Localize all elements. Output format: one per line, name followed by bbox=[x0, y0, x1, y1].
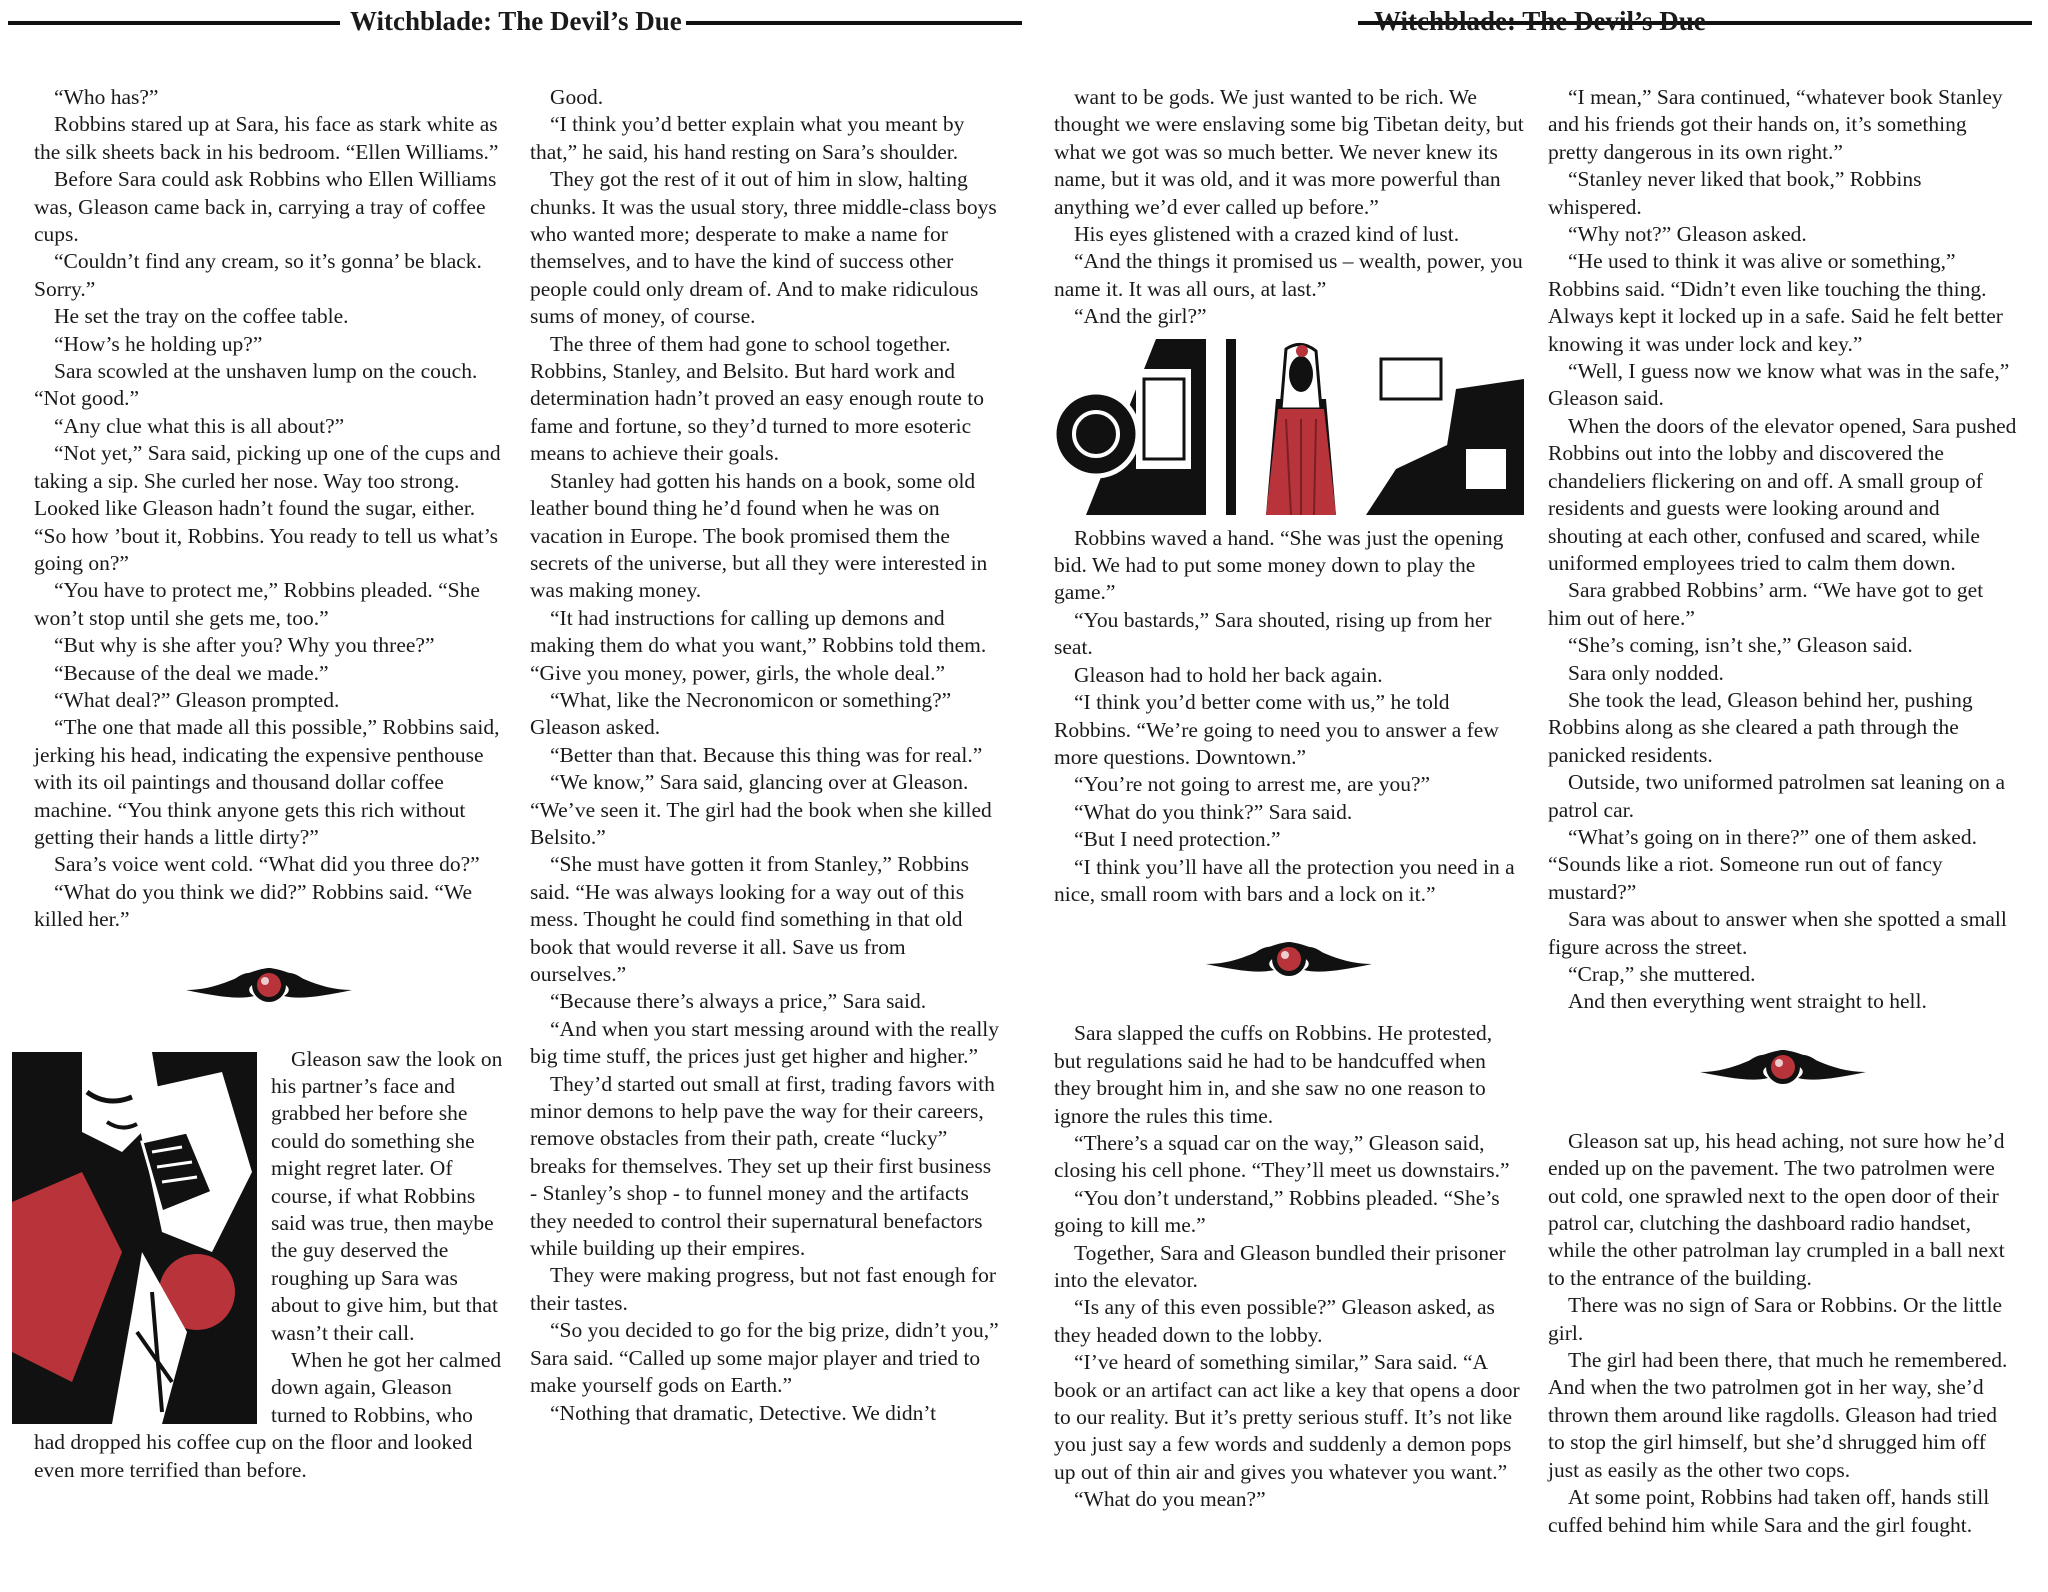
paragraph: “Better than that. Because this thing was for real.” bbox=[550, 742, 983, 767]
paragraph: “What, like the Necronomicon or something?” Gleason asked. bbox=[530, 687, 952, 740]
paragraph: Gleason had to hold her back again. bbox=[1074, 662, 1383, 687]
paragraph: “You’re not going to arrest me, are you?” bbox=[1074, 772, 1431, 797]
paragraph: “It had instructions for calling up demons and making them do what you want,” Robbins told them. “Give you money, power, girls, the whole deal.” bbox=[530, 605, 987, 685]
paragraph: “Who has?” bbox=[54, 85, 159, 109]
paragraph: “So you decided to go for the big prize, didn’t you,” Sara said. “Called up some major player and tried to make yourself gods on Earth.” bbox=[530, 1318, 999, 1398]
paragraph: Good. bbox=[550, 85, 604, 109]
paragraph: “Why not?” Gleason asked. bbox=[1568, 222, 1807, 247]
paragraph: “You have to protect me,” Robbins pleaded. “She won’t stop until she gets me, too.” bbox=[34, 578, 480, 630]
paragraph: They’d started out small at first, trading favors with minor demons to help pave the way for their careers, remove obstacles from their path, create “lucky” breaks for themselves. They set up their first business - Stanley’s shop - to funnel money and the artifacts they needed to control their supernatural benefactors while building up their empires. bbox=[530, 1071, 995, 1261]
paragraph: The three of them had gone to school together. Robbins, Stanley, and Belsito. But hard work and determination hadn’t proved an easy enough route to fame and fortune, so they’d turned to more esoteric means to achieve their goals. bbox=[530, 331, 984, 466]
header-left bbox=[0, 4, 1022, 44]
paragraph: Stanley had gotten his hands on a book, some old leather bound thing he’d found when he was on vacation in Europe. The book promised them the secrets of the universe, but all they were interested in was making money. bbox=[530, 468, 988, 603]
running-title-left: Witchblade: The Devil’s Due bbox=[350, 6, 682, 36]
paragraph: want to be gods. We just wanted to be rich. We thought we were enslaving some big Tibetan deity, but what we got was so much better. We never knew its name, but it was old, and it was more powerful than anything we’d ever called up before.” bbox=[1054, 85, 1524, 219]
paragraph: Sara slapped the cuffs on Robbins. He protested, but regulations said he had to be handcuffed when they brought him in, and she saw no one reason to ignore the rules this time. bbox=[1054, 1021, 1493, 1128]
column-4 bbox=[1548, 84, 2018, 1539]
header-rule bbox=[1712, 21, 2032, 25]
paragraph: “There’s a squad car on the way,” Gleason said, closing his cell phone. “They’ll meet us downstairs.” bbox=[1054, 1130, 1510, 1183]
illustration-witchblade-gauntlet bbox=[12, 1052, 257, 1424]
paragraph: “I think you’d better explain what you meant by that,” he said, his hand resting on Sara’s shoulder. bbox=[530, 112, 965, 164]
paragraph: “I’ve heard of something similar,” Sara said. “A book or an artifact can act like a key that opens a door to our reality. But it’s pretty serious stuff. It’s not like you just say a few words and suddenly a demon pops up out of thin air and gives you whatever you want.” bbox=[1054, 1350, 1520, 1484]
paragraph: “What deal?” Gleason prompted. bbox=[54, 687, 340, 712]
paragraph: When he got her calmed down again, Gleason turned to Robbins, who had dropped his coffee cup on the floor and looked even more terrified than before. bbox=[34, 1348, 502, 1482]
paragraph: Robbins stared up at Sara, his face as stark white as the silk sheets back in his bedroom. “Ellen Williams.” bbox=[34, 112, 499, 164]
paragraph: “You bastards,” Sara shouted, rising up from her seat. bbox=[1054, 607, 1492, 660]
illustration-girl-in-red-dress bbox=[1036, 339, 1524, 515]
paragraph: “I think you’d better come with us,” he told Robbins. “We’re going to need you to answer a few more questions. Downtown.” bbox=[1054, 690, 1499, 769]
paragraph: “But why is she after you? Why you three?” bbox=[54, 633, 435, 658]
paragraph: His eyes glistened with a crazed kind of lust. bbox=[1074, 222, 1460, 247]
paragraph: Together, Sara and Gleason bundled their prisoner into the elevator. bbox=[1054, 1240, 1506, 1292]
paragraph: “I mean,” Sara continued, “whatever book Stanley and his friends got their hands on, it’s something pretty dangerous in its own right.” bbox=[1548, 85, 2003, 164]
paragraph: Sara grabbed Robbins’ arm. “We have got to get him out of here.” bbox=[1548, 578, 1984, 630]
paragraph: “Not yet,” Sara said, picking up one of the cups and taking a sip. She curled her nose. Way too strong. Looked like Gleason hadn’t found the sugar, either. “So how ’bout it, Robbins. You ready to tell us what’s going on?” bbox=[34, 441, 501, 575]
paragraph: And then everything went straight to hell. bbox=[1568, 989, 1927, 1014]
paragraph: Gleason saw the look on his partner’s face and grabbed her before she could do something she might regret later. Of course, if what Robbins said was true, then maybe the guy deserved the roughing up Sara was about to give him, but that wasn’t their call. bbox=[271, 1046, 503, 1345]
paragraph: The girl had been there, that much he remembered. And when the two patrolmen got in her way, she’d thrown them around like ragdolls. Gleason had tried to stop the girl himself, but she’d shrugged him off just as easily as the other two cops. bbox=[1548, 1348, 2008, 1482]
paragraph: “The one that made all this possible,” Robbins said, jerking his head, indicating the expensive penthouse with its oil paintings and thousand dollar coffee machine. “You think anyone gets this rich without getting their hands a little dirty?” bbox=[34, 715, 500, 849]
paragraph: “Couldn’t find any cream, so it’s gonna’ be black. Sorry.” bbox=[34, 249, 482, 301]
paragraph: “You don’t understand,” Robbins pleaded. “She’s going to kill me.” bbox=[1054, 1185, 1500, 1238]
header-rule bbox=[8, 21, 340, 25]
paragraph: “Well, I guess now we know what was in the safe,” Gleason said. bbox=[1548, 359, 2010, 411]
paragraph: They got the rest of it out of him in slow, halting chunks. It was the usual story, three middle-class boys who wanted more; desperate to make a name for themselves, and to have the kind of success other people could only dream of. And to make ridiculous sums of money, of course. bbox=[530, 167, 997, 329]
paragraph: “Because there’s always a price,” Sara said. bbox=[550, 989, 927, 1014]
paragraph: Sara scowled at the unshaven lump on the couch. “Not good.” bbox=[34, 359, 478, 411]
paragraph: He set the tray on the coffee table. bbox=[54, 304, 349, 329]
paragraph: “But I need protection.” bbox=[1074, 827, 1281, 852]
section-break-ornament-icon bbox=[1204, 934, 1374, 984]
header-right bbox=[1022, 4, 2048, 44]
paragraph: Robbins waved a hand. “She was just the opening bid. We had to put some money down to play the game.” bbox=[1054, 525, 1504, 605]
paragraph: “What do you think we did?” Robbins said. “We killed her.” bbox=[34, 879, 473, 932]
paragraph: “I think you’ll have all the protection you need in a nice, small room with bars and a lock on it.” bbox=[1054, 854, 1515, 906]
paragraph: Gleason sat up, his head aching, not sure how he’d ended up on the pavement. The two patrolmen were out cold, one sprawled next to the open door of their patrol car, clutching the dashboard radio handset, while the other patrolman lay crumpled in a ball next to the entrance of the building. bbox=[1548, 1128, 2005, 1290]
header-rule bbox=[686, 21, 1022, 25]
section-break-ornament-icon bbox=[1698, 1042, 1868, 1092]
paragraph: “Any clue what this is all about?” bbox=[54, 413, 345, 438]
paragraph: Before Sara could ask Robbins who Ellen Williams was, Gleason came back in, carrying a tray of coffee cups. bbox=[34, 167, 497, 247]
paragraph: Sara only nodded. bbox=[1568, 660, 1724, 685]
paragraph: They were making progress, but not fast enough for their tastes. bbox=[530, 1263, 997, 1315]
paragraph: “He used to think it was alive or something,” Robbins said. “Didn’t even like touching the thing. Always kept it locked up in a safe. Said he felt better knowing it was under lock and key.” bbox=[1548, 249, 2003, 356]
paragraph: “And the things it promised us – wealth, power, you name it. It was all ours, at last.” bbox=[1054, 249, 1523, 301]
paragraph: “What’s going on in there?” one of them asked. “Sounds like a riot. Someone run out of fancy mustard?” bbox=[1548, 824, 1977, 904]
paragraph: “Because of the deal we made.” bbox=[54, 660, 329, 685]
column-2 bbox=[530, 84, 1000, 1427]
paragraph: Sara was about to answer when she spotted a small figure across the street. bbox=[1548, 907, 2007, 959]
paragraph: “She’s coming, isn’t she,” Gleason said. bbox=[1568, 633, 1913, 658]
paragraph: “And when you start messing around with the really big time stuff, the prices just get higher and higher.” bbox=[530, 1016, 1000, 1069]
running-title-right: Witchblade: The Devil’s Due bbox=[1374, 6, 1706, 36]
paragraph: Sara’s voice went cold. “What did you three do?” bbox=[54, 852, 480, 877]
paragraph: “How’s he holding up?” bbox=[54, 331, 263, 356]
column-1 bbox=[34, 84, 504, 1484]
paragraph: Outside, two uniformed patrolmen sat leaning on a patrol car. bbox=[1548, 770, 2006, 822]
paragraph: “We know,” Sara said, glancing over at Gleason. “We’ve seen it. The girl had the book when she killed Belsito.” bbox=[530, 770, 992, 849]
paragraph: She took the lead, Gleason behind her, pushing Robbins along as she cleared a path through the panicked residents. bbox=[1548, 687, 1973, 767]
paragraph: “Nothing that dramatic, Detective. We didn’t bbox=[550, 1400, 937, 1425]
paragraph: “She must have gotten it from Stanley,” Robbins said. “He was always looking for a way out of this mess. Thought he could find something in that old book that would reverse it all. Save us from ourselves.” bbox=[530, 852, 969, 986]
paragraph: “And the girl?” bbox=[1074, 304, 1207, 329]
paragraph: “Stanley never liked that book,” Robbins whispered. bbox=[1548, 167, 1922, 219]
paragraph: “What do you think?” Sara said. bbox=[1074, 799, 1353, 824]
paragraph: “Is any of this even possible?” Gleason asked, as they headed down to the lobby. bbox=[1054, 1295, 1495, 1347]
paragraph: “What do you mean?” bbox=[1074, 1487, 1266, 1512]
column-3 bbox=[1054, 84, 1524, 1514]
paragraph: At some point, Robbins had taken off, hands still cuffed behind him while Sara and the girl fought. bbox=[1548, 1485, 1990, 1537]
paragraph: “Crap,” she muttered. bbox=[1568, 962, 1756, 986]
section-break-ornament-icon bbox=[184, 960, 354, 1010]
paragraph: When the doors of the elevator opened, Sara pushed Robbins out into the lobby and discovered the chandeliers flickering on and off. A small group of residents and guests were looking around and shouting at each other, confused and scared, while uniformed employees tried to calm them down. bbox=[1548, 413, 2017, 575]
paragraph: There was no sign of Sara or Robbins. Or the little girl. bbox=[1548, 1293, 2003, 1345]
